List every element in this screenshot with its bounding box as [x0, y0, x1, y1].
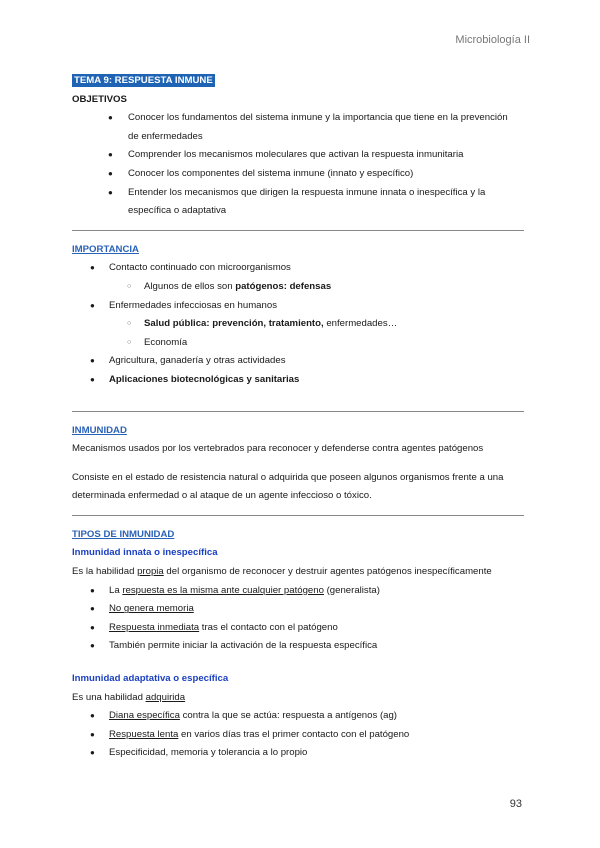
page-content	[72, 72, 524, 763]
circle-bullet-icon: ○	[127, 338, 132, 346]
list-item: ● Agricultura, ganadería y otras actividades	[72, 352, 524, 371]
list-item: ● También permite iniciar la activación de la respuesta específica	[72, 637, 524, 656]
list-item: ● Aplicaciones biotecnológicas y sanitarias	[72, 371, 524, 390]
list-item: ● La respuesta es la misma ante cualquier patógeno (generalista)	[72, 582, 524, 601]
sub-list-item: ○ Salud pública: prevención, tratamiento, enfermedades…	[72, 315, 524, 334]
list-item-continuation: de enfermedades	[128, 130, 203, 142]
list-item: ● Enfermedades infecciosas en humanos	[72, 297, 524, 316]
adaptativa-heading: Inmunidad adaptativa o específica	[72, 673, 229, 685]
page-number: 93	[509, 798, 522, 810]
page-title: TEMA 9: RESPUESTA INMUNE	[74, 75, 213, 86]
paragraph: Mecanismos usados por los vertebrados para reconocer y defenderse contra agentes patógenos	[72, 443, 484, 455]
bullet-icon: ●	[108, 150, 113, 160]
bullet-icon: ●	[90, 748, 95, 758]
list-item: ● Contacto continuado con microorganismos	[72, 259, 524, 278]
list-item: ● Diana específica contra la que se actúa: respuesta a antígenos (ag)	[72, 707, 524, 726]
list-item: ● Comprender los mecanismos moleculares que activan la respuesta inmunitaria	[72, 146, 524, 165]
bullet-icon: ●	[90, 711, 95, 721]
importancia-list	[72, 259, 524, 389]
divider	[72, 411, 524, 412]
bullet-icon: ●	[90, 300, 95, 310]
circle-bullet-icon: ○	[127, 320, 132, 328]
paragraph: Es la habilidad propia del organismo de reconocer y destruir agentes patógenos inespecíficamente	[72, 566, 492, 578]
bullet-icon: ●	[90, 622, 95, 632]
tipos-heading: TIPOS DE INMUNIDAD	[72, 528, 175, 540]
sub-list-item: ○ Algunos de ellos son patógenos: defensas	[72, 278, 524, 297]
list-item-continuation: específica o adaptativa	[128, 205, 227, 217]
bullet-icon: ●	[90, 356, 95, 366]
paragraph: Es una habilidad adquirida	[72, 691, 186, 703]
paragraph: determinada enfermedad o al ataque de un agente infeccioso o tóxico.	[72, 490, 372, 502]
bullet-icon: ●	[108, 168, 113, 178]
importancia-heading: IMPORTANCIA	[72, 243, 139, 255]
list-item: ● Especificidad, memoria y tolerancia a lo propio	[72, 744, 524, 763]
adaptativa-list	[72, 707, 524, 763]
bullet-icon: ●	[108, 113, 113, 123]
bullet-icon: ●	[90, 729, 95, 739]
bullet-icon: ●	[108, 187, 113, 197]
sub-list-item: ○ Economía	[72, 334, 524, 353]
bullet-icon: ●	[90, 585, 95, 595]
bullet-icon: ●	[90, 263, 95, 273]
inmunidad-heading: INMUNIDAD	[72, 424, 127, 436]
innata-heading: Inmunidad innata o inespecífica	[72, 547, 218, 559]
divider	[72, 230, 524, 231]
bullet-icon: ●	[90, 604, 95, 614]
objetivos-heading: OBJETIVOS	[72, 93, 127, 105]
bullet-icon: ●	[90, 374, 95, 384]
list-item: ● No genera memoria	[72, 600, 524, 619]
running-header: Microbiología II	[455, 34, 530, 46]
list-item: ● Respuesta inmediata tras el contacto con el patógeno	[72, 619, 524, 638]
objetivos-list	[72, 109, 524, 221]
list-item: ● Respuesta lenta en varios días tras el primer contacto con el patógeno	[72, 726, 524, 745]
list-item: ● Entender los mecanismos que dirigen la respuesta inmune innata o inespecífica y la	[72, 184, 524, 203]
paragraph: Consiste en el estado de resistencia natural o adquirida que poseen algunos organismos frente a una	[72, 471, 504, 483]
bullet-icon: ●	[90, 641, 95, 651]
list-item: ● Conocer los componentes del sistema inmune (innato y específico)	[72, 165, 524, 184]
divider	[72, 515, 524, 516]
list-item: ● Conocer los fundamentos del sistema inmune y la importancia que tiene en la prevención	[72, 109, 524, 128]
circle-bullet-icon: ○	[127, 282, 132, 290]
innata-list	[72, 582, 524, 656]
